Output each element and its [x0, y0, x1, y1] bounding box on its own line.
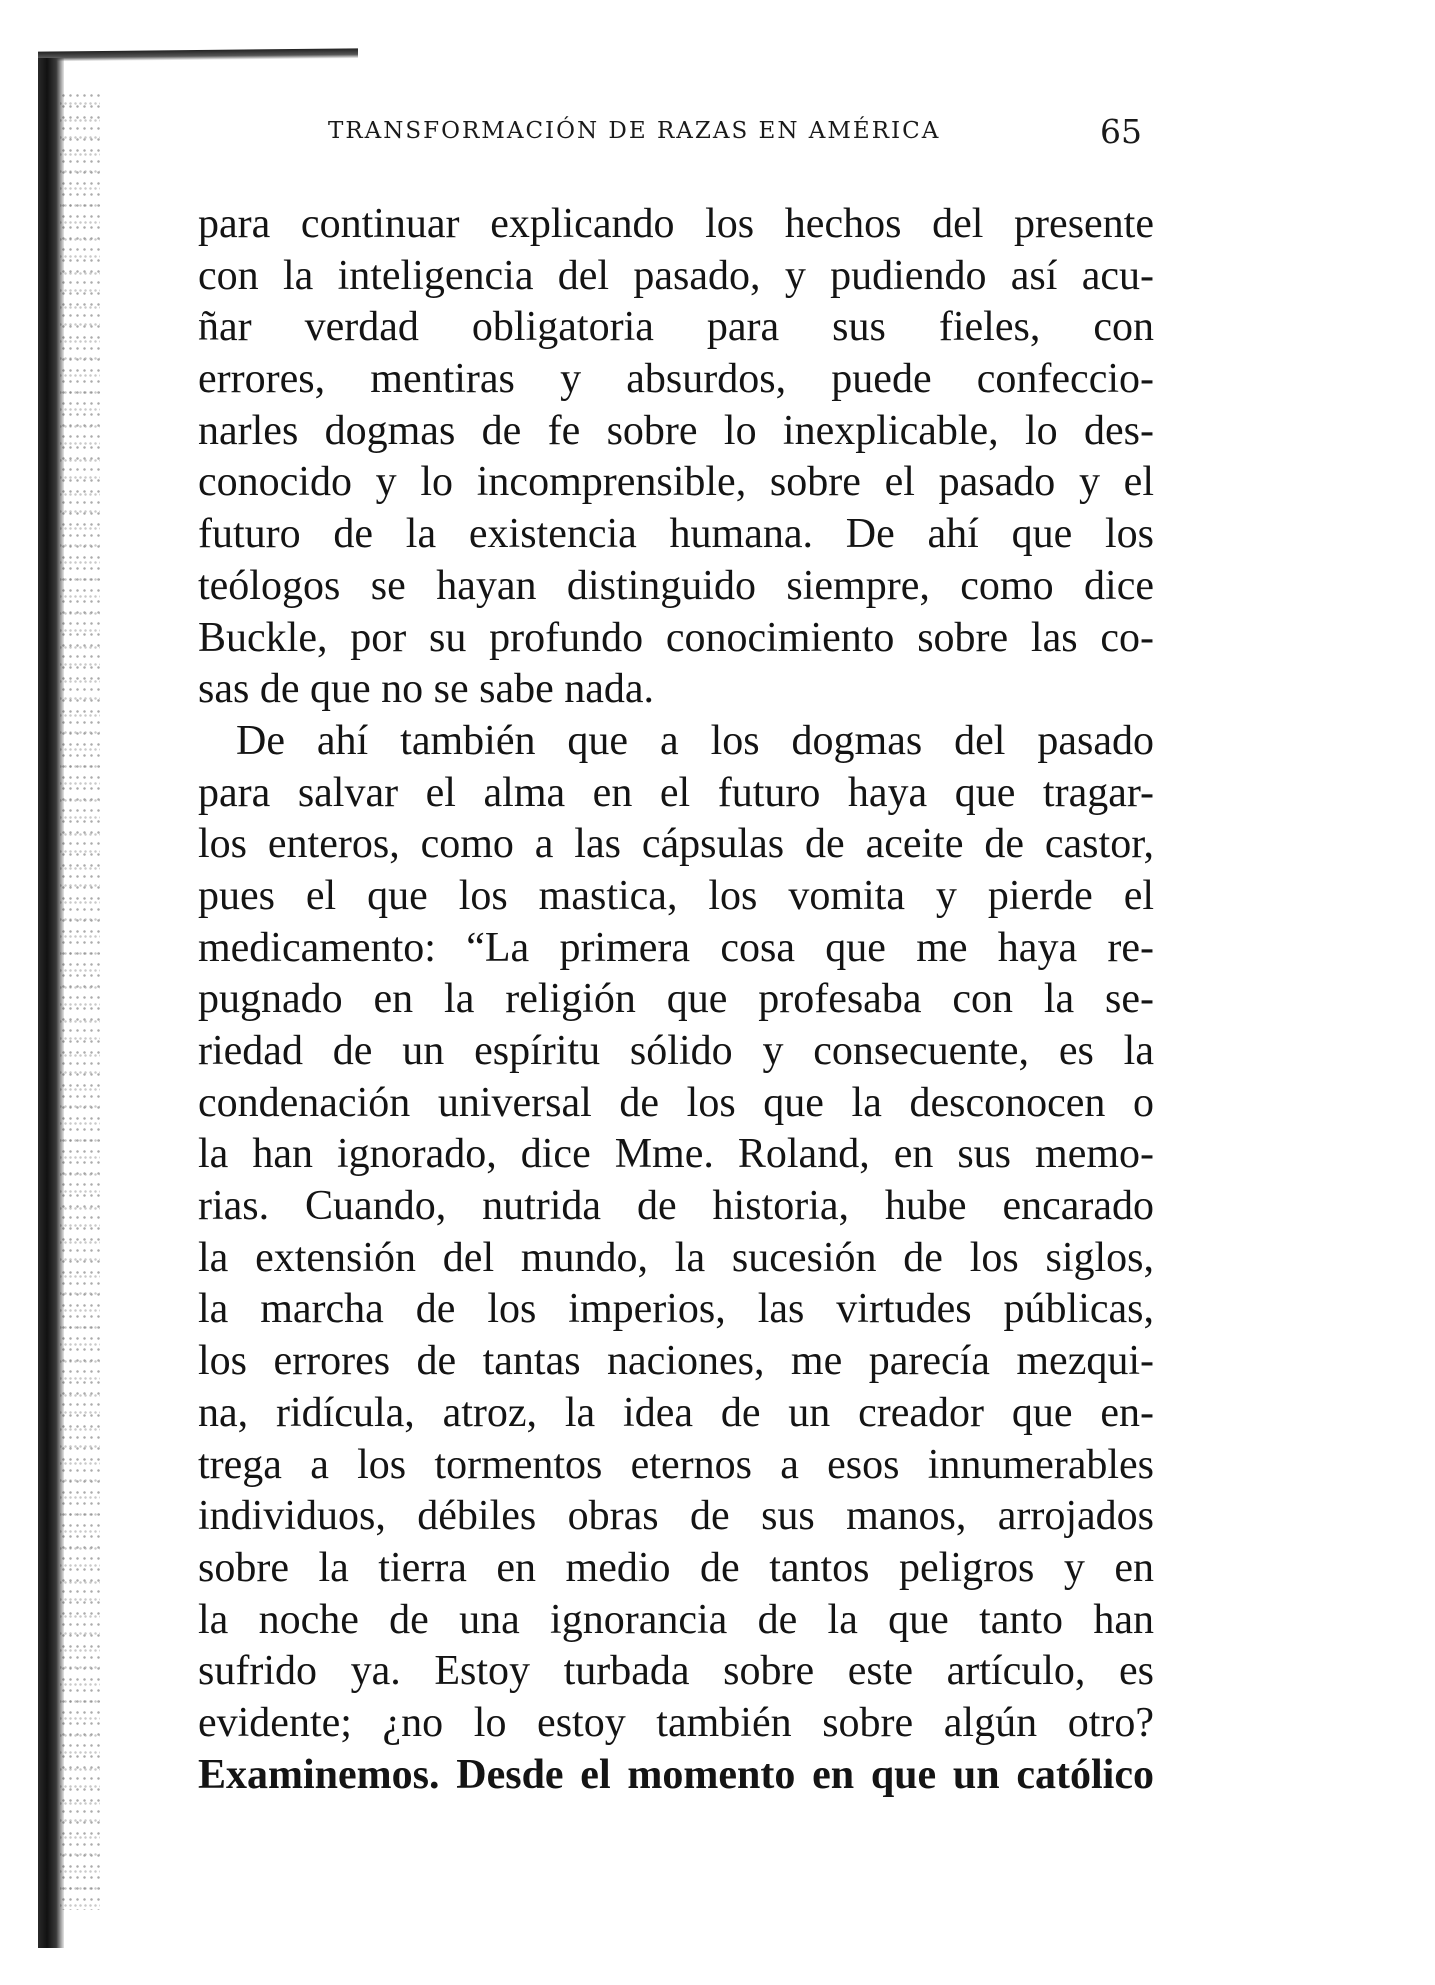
text-line: evidente; ¿no lo estoy también sobre algún otro? — [198, 1699, 1154, 1746]
text-line: teólogos se hayan distinguido siempre, como dice — [198, 562, 1154, 609]
text-line: pugnado en la religión que profesaba con la se- — [198, 976, 1154, 1023]
text-line: los enteros, como a las cápsulas de aceite de castor, — [198, 821, 1154, 868]
text-line: narles dogmas de fe sobre lo inexplicable, lo des- — [198, 407, 1154, 454]
text-line: sobre la tierra en medio de tantos peligros y en — [198, 1544, 1154, 1591]
text-line: ñar verdad obligatoria para sus fieles, con — [198, 304, 1154, 351]
text-line: la han ignorado, dice Mme. Roland, en sus memo- — [198, 1131, 1154, 1178]
text-line: pues el que los mastica, los vomita y pierde el — [198, 872, 1154, 919]
text-line: sas de que no se sabe nada. — [198, 666, 655, 713]
text-line: la extensión del mundo, la sucesión de los siglos, — [198, 1234, 1154, 1281]
text-line: Buckle, por su profundo conocimiento sobre las co- — [198, 614, 1154, 661]
text-line: Examinemos. Desde el momento en que un católico — [198, 1751, 1154, 1798]
text-line: na, ridícula, atroz, la idea de un creador que en- — [198, 1389, 1154, 1436]
text-line: De ahí también que a los dogmas del pasado — [236, 717, 1154, 764]
text-line: para salvar el alma en el futuro haya que tragar- — [198, 769, 1154, 816]
text-line: errores, mentiras y absurdos, puede confeccio- — [198, 356, 1154, 403]
binding-speckle — [60, 90, 100, 1910]
page-number: 65 — [1100, 112, 1142, 151]
text-line: medicamento: “La primera cosa que me haya re- — [198, 924, 1154, 971]
text-line: rias. Cuando, nutrida de historia, hube encarado — [198, 1183, 1154, 1230]
text-line: condenación universal de los que la desconocen o — [198, 1079, 1154, 1126]
paragraph-1 — [198, 199, 1154, 716]
text-line: futuro de la existencia humana. De ahí que los — [198, 511, 1154, 558]
text-line: la marcha de los imperios, las virtudes públicas, — [198, 1286, 1154, 1333]
text-line: la noche de una ignorancia de la que tanto han — [198, 1596, 1154, 1643]
running-title: TRANSFORMACIÓN DE RAZAS EN AMÉRICA — [328, 118, 941, 144]
binding-shadow-top — [38, 48, 358, 61]
text-line: con la inteligencia del pasado, y pudiendo así acu- — [198, 252, 1154, 299]
text-line: trega a los tormentos eternos a esos innumerables — [198, 1441, 1154, 1488]
text-line: los errores de tantas naciones, me parecía mezqui- — [198, 1338, 1154, 1385]
text-line: sufrido ya. Estoy turbada sobre este artículo, es — [198, 1648, 1154, 1695]
body-text — [198, 199, 1154, 1801]
text-line: conocido y lo incomprensible, sobre el pasado y el — [198, 459, 1154, 506]
text-line: para continuar explicando los hechos del presente — [198, 201, 1154, 247]
text-line: individuos, débiles obras de sus manos, arrojados — [198, 1493, 1154, 1540]
paragraph-2 — [198, 716, 1154, 1801]
text-line: riedad de un espíritu sólido y consecuente, es la — [198, 1028, 1154, 1074]
